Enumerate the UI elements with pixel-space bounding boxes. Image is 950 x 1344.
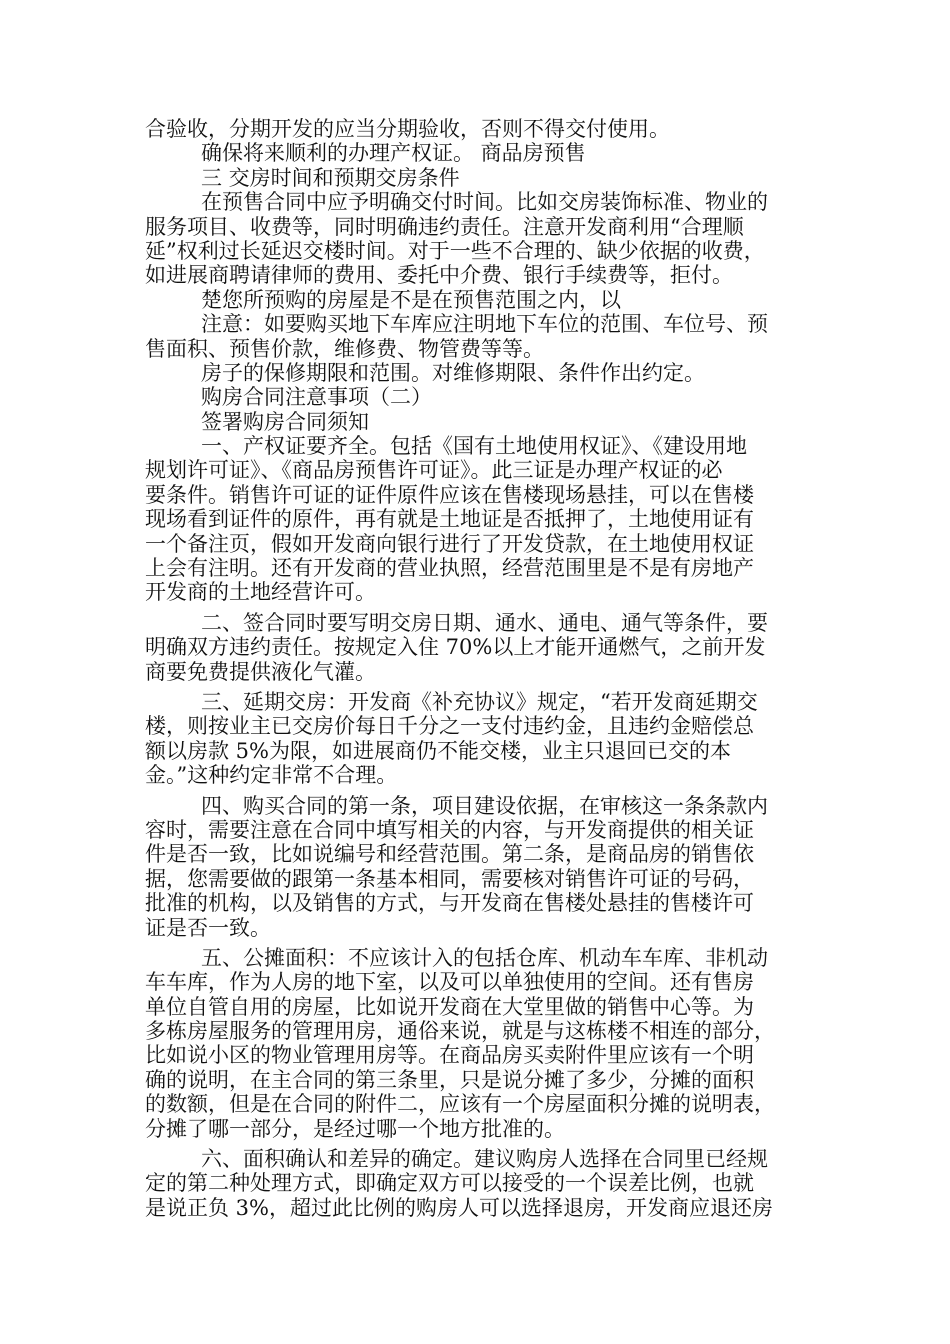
text-line: 定的第二种处理方式，即确定双方可以接受的一个误差比例，也就	[145, 1171, 754, 1196]
text-line: 容时，需要注意在合同中填写相关的内容，与开发商提供的相关证	[145, 817, 754, 842]
text-line: 楚您所预购的房屋是不是在预售范围之内，以	[201, 287, 621, 312]
text-line: 现场看到证件的原件，再有就是土地证是否抵押了，土地使用证有	[145, 507, 754, 532]
text-line: 五、公摊面积：不应该计入的包括仓库、机动车车库、非机动	[201, 945, 768, 970]
text-line: 确的说明，在主合同的第三条里，只是说分摊了多少，分摊的面积	[145, 1067, 754, 1092]
text-line: 上会有注明。还有开发商的营业执照，经营范围里是不是有房地产	[145, 556, 754, 581]
text-line: 明确双方违约责任。按规定入住 70%以上才能开通燃气，之前开发	[145, 635, 766, 660]
text-line: 车车库，作为人房的地下室，以及可以单独使用的空间。还有售房	[145, 970, 754, 995]
text-line: 比如说小区的物业管理用房等。在商品房买卖附件里应该有一个明	[145, 1043, 754, 1068]
text-line: 购房合同注意事项（二）	[201, 385, 432, 410]
text-line: 商要免费提供液化气灌。	[145, 659, 376, 684]
text-line: 规划许可证》、《商品房预售许可证》。此三证是办理产权证的必	[145, 458, 723, 483]
text-line: 证是否一致。	[145, 915, 271, 940]
text-line: 楼，则按业主已交房价每日千分之一支付违约金，且违约金赔偿总	[145, 714, 754, 739]
text-line: 六、面积确认和差异的确定。建议购房人选择在合同里已经规	[201, 1147, 768, 1172]
text-line: 签署购房合同须知	[201, 409, 369, 434]
text-line: 一、产权证要齐全。包括《国有土地使用权证》、《建设用地	[201, 434, 747, 459]
text-line: 金。”这种约定非常不合理。	[145, 763, 398, 788]
text-line: 是说正负 3%，超过此比例的购房人可以选择退房，开发商应退还房	[145, 1195, 773, 1220]
text-line: 开发商的土地经营许可。	[145, 580, 376, 605]
text-line: 合验收，分期开发的应当分期验收，否则不得交付使用。	[145, 117, 670, 141]
document-body	[145, 117, 813, 1220]
text-line: 四、购买合同的第一条，项目建设依据，在审核这一条条款内	[201, 793, 768, 818]
text-line: 一个备注页，假如开发商向银行进行了开发贷款，在土地使用权证	[145, 531, 754, 556]
text-line: 注意：如要购买地下车库应注明地下车位的范围、车位号、预	[201, 312, 768, 337]
text-line: 批准的机构，以及销售的方式，与开发商在售楼处悬挂的售楼许可	[145, 891, 754, 916]
text-line: 三 交房时间和预期交房条件	[201, 165, 460, 190]
text-line: 三、延期交房：开发商《补充协议》规定，“若开发商延期交	[201, 689, 758, 714]
text-line: 多栋房屋服务的管理用房，通俗来说，就是与这栋楼不相连的部分，	[145, 1019, 775, 1044]
text-line: 房子的保修期限和范围。对维修期限、条件作出约定。	[201, 360, 705, 385]
text-line: 延”权利过长延迟交楼时间。对于一些不合理的、缺少依据的收费，	[145, 238, 765, 263]
text-line: 在预售合同中应予明确交付时间。比如交房装饰标准、物业的	[201, 190, 768, 215]
text-line: 据，您需要做的跟第一条基本相同，需要核对销售许可证的号码，	[145, 866, 754, 891]
text-line: 额以房款 5%为限，如进展商仍不能交楼，业主只退回已交的本	[145, 738, 731, 763]
text-line: 分摊了哪一部分，是经过哪一个地方批准的。	[145, 1116, 565, 1141]
text-line: 服务项目、收费等，同时明确违约责任。注意开发商利用“合理顺	[145, 214, 744, 239]
text-line: 确保将来顺利的办理产权证。 商品房预售	[201, 141, 586, 166]
text-line: 售面积、预售价款，维修费、物管费等等。	[145, 336, 544, 361]
text-line: 件是否一致，比如说编号和经营范围。第二条，是商品房的销售依	[145, 842, 754, 867]
text-line: 单位自管自用的房屋，比如说开发商在大堂里做的销售中心等。为	[145, 994, 754, 1019]
text-line: 如进展商聘请律师的费用、委托中介费、银行手续费等，拒付。	[145, 263, 733, 288]
text-line: 二、签合同时要写明交房日期、通水、通电、通气等条件，要	[201, 610, 768, 635]
text-line: 的数额，但是在合同的附件二，应该有一个房屋面积分摊的说明表，	[145, 1092, 775, 1117]
text-line: 要条件。销售许可证的证件原件应该在售楼现场悬挂，可以在售楼	[145, 482, 754, 507]
